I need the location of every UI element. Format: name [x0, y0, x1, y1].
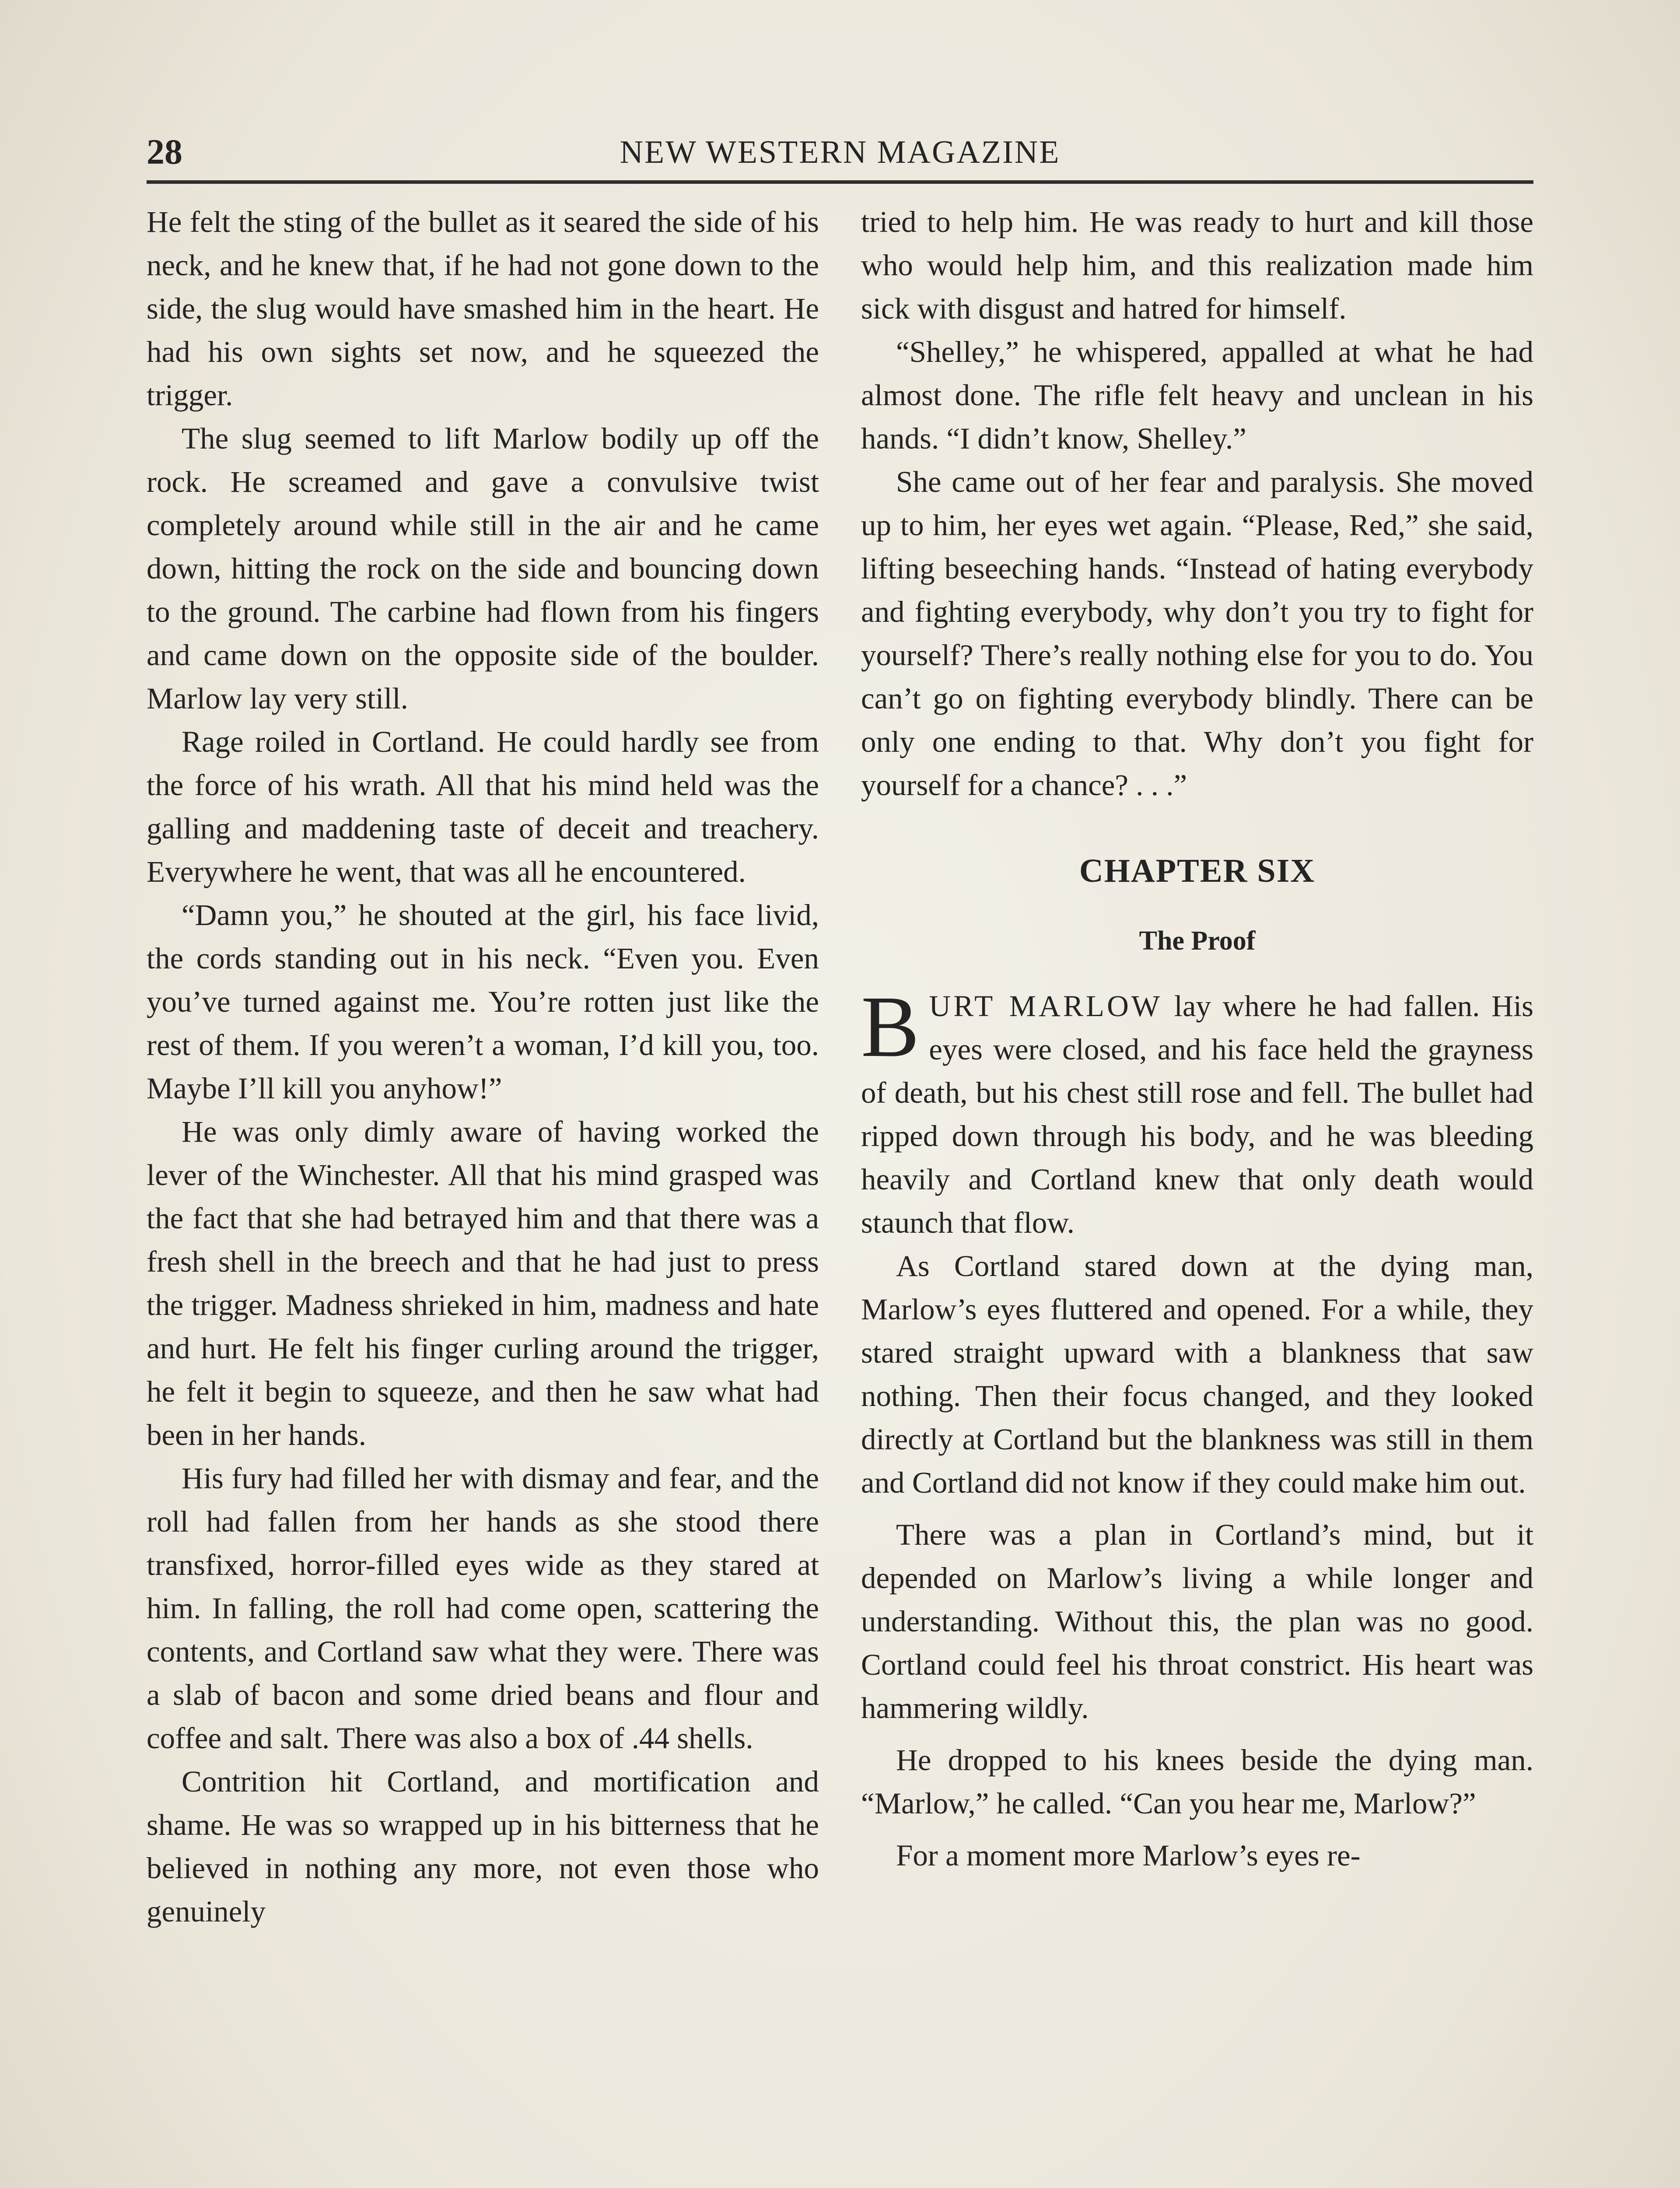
paragraph: For a moment more Marlow’s eyes re- — [896, 1839, 1361, 1872]
chapter-opening-paragraph — [861, 978, 1533, 1245]
left-column — [147, 200, 819, 1933]
page-number: 28 — [147, 132, 182, 172]
chapter-subtitle: The Proof — [1139, 926, 1256, 956]
paragraph: “Shelley,” he whispered, appalled at what he had almost done. The rifle felt heavy and unclean in his hands. “I didn’t know, Shelley.” — [861, 335, 1533, 455]
chapter-title: CHAPTER SIX — [1079, 852, 1316, 889]
right-column — [861, 200, 1533, 1877]
paragraph: As Cortland stared down at the dying man, Marlow’s eyes fluttered and opened. For a while, they stared straight upward with a blankness that saw nothing. Then their focus changed, and they looked directly at Cortland but the blankness was still in them and Cortland did not know if they could make him out. — [861, 1249, 1533, 1499]
running-title: NEW WESTERN MAGAZINE — [620, 134, 1060, 170]
paragraph: He dropped to his knees beside the dying man. “Marlow,” he called. “Can you hear me, Marlow?” — [861, 1743, 1533, 1820]
paragraph: He felt the sting of the bullet as it seared the side of his neck, and he knew that, if he had not gone down to the side, the slug would have smashed him in the heart. He had his own sights set now, and he squeezed the trigger. — [147, 205, 819, 412]
drop-cap: B — [861, 978, 920, 1075]
paragraph: His fury had filled her with dismay and fear, and the roll had fallen from her hands as she stood there transfixed, horror-filled eyes wide as they stared at him. In falling, the roll had come open, scattering the contents, and Cortland saw what they were. There was a slab of bacon and some dried beans and flour and coffee and salt. There was also a box of .44 shells. — [147, 1462, 819, 1755]
paragraph: She came out of her fear and paralysis. She moved up to him, her eyes wet again. “Please, Red,” she said, lifting beseeching hands. “Instead of hating everybody and fighting everybody, why don’t you try to fight for yourself? There’s really nothing else for you to do. You can’t go on fighting everybody blindly. There can be only one ending to that. Why don’t you fight for yourself for a chance? . . .” — [861, 465, 1533, 802]
paragraph: Rage roiled in Cortland. He could hardly see from the force of his wrath. All that his mind held was the galling and maddening taste of deceit and treachery. Everywhere he went, that was all he encountered. — [147, 725, 819, 888]
paragraph: Contrition hit Cortland, and mortification and shame. He was so wrapped up in his bitterness that he believed in nothing any more, not even those who genuinely — [147, 1765, 819, 1928]
paragraph: The slug seemed to lift Marlow bodily up off the rock. He screamed and gave a convulsive twist completely around while still in the air and he came down, hitting the rock on the side and bouncing down to the ground. The carbine had flown from his fingers and came down on the opposite side of the boulder. Marlow lay very still. — [147, 422, 819, 715]
opening-text: lay where he had fallen. His eyes were closed, and his face held the grayness of death, but his chest still rose and fell. The bullet had ripped down through his body, and he was bleeding heavily and Cortland knew that only death would staunch that flow. — [861, 989, 1533, 1239]
opening-smallcaps: URT MARLOW — [929, 989, 1163, 1023]
header-rule — [147, 180, 1533, 184]
paragraph: There was a plan in Cortland’s mind, but it depended on Marlow’s living a while longer and understanding. Without this, the plan was no good. Cortland could feel his throat constrict. His heart was hammering wildly. — [861, 1518, 1533, 1725]
paragraph: He was only dimly aware of having worked the lever of the Winchester. All that his mind grasped was the fact that she had betrayed him and that there was a fresh shell in the breech and that he had just to press the trigger. Madness shrieked in him, madness and hate and hurt. He felt his finger curling around the trigger, he felt it begin to squeeze, and then he saw what had been in her hands. — [147, 1115, 819, 1452]
paragraph: tried to help him. He was ready to hurt and kill those who would help him, and this realization made him sick with disgust and hatred for himself. — [861, 205, 1533, 325]
paragraph: “Damn you,” he shouted at the girl, his face livid, the cords standing out in his neck. “Even you. Even you’ve turned against me. You’re rotten just like the rest of them. If you weren’t a woman, I’d kill you, too. Maybe I’ll kill you anyhow!” — [147, 898, 819, 1105]
page-header — [147, 131, 1533, 184]
